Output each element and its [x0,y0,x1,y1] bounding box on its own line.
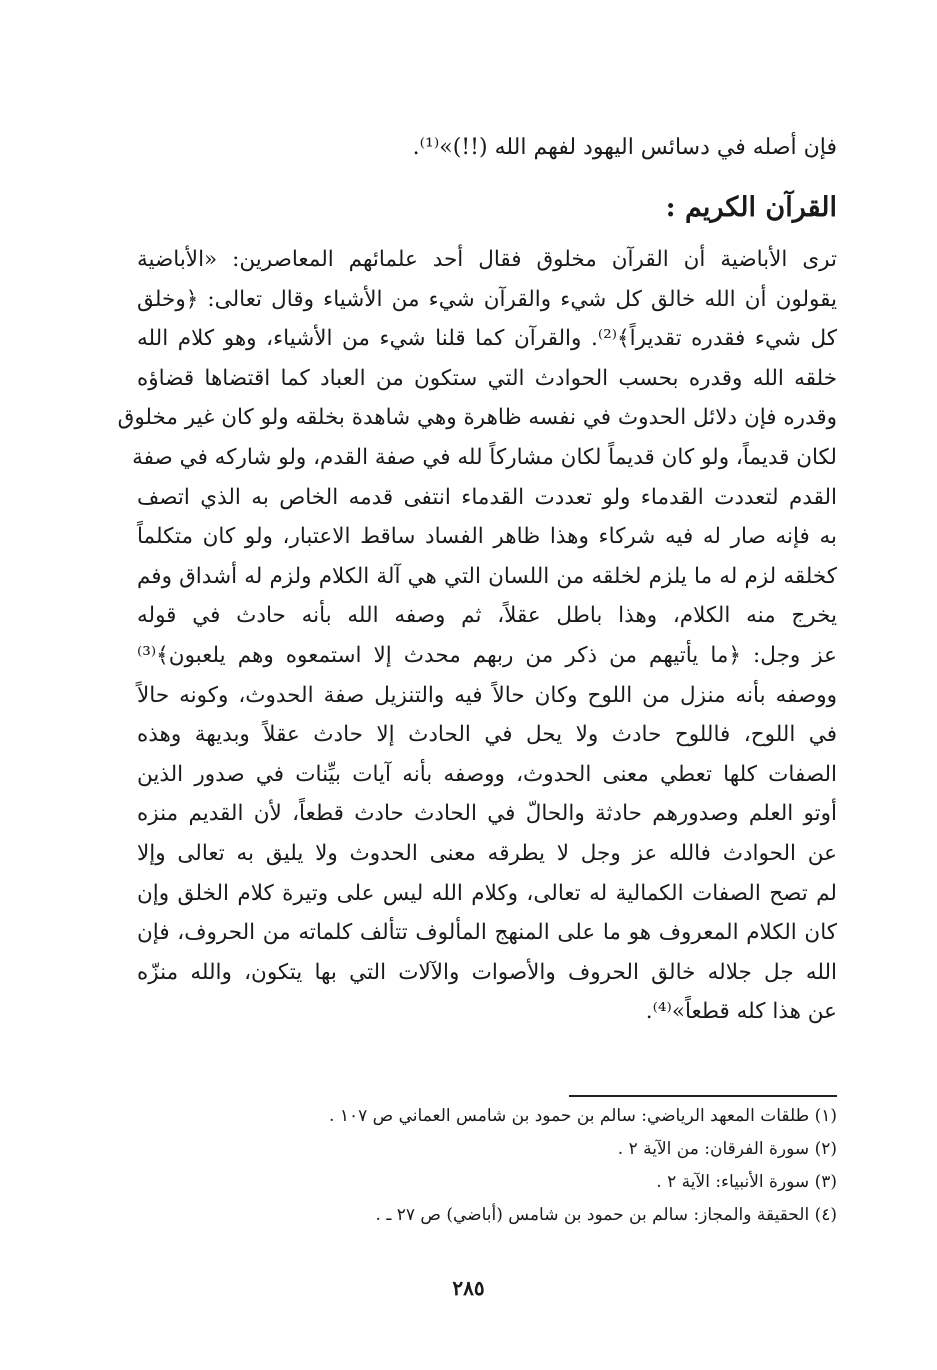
body-line: عن هذا كله قطعاً»⁽⁴⁾. [645,999,837,1025]
body-text [117,240,837,1032]
body-line: كل شيء فقدره تقديراً﴾⁽²⁾. والقرآن كما قلنا شيء من الأشياء، وهو كلام الله [137,326,837,352]
body-line: أوتو العلم وصدورهم حادثة والحالّ في الحادث حادث قطعاً، لأن القديم منزه [137,801,837,827]
opening-line: فإن أصله في دسائس اليهود لفهم الله (!!)»⁽¹⁾. [412,135,837,160]
body-line: يقولون أن الله خالق كل شيء والقرآن شيء من الأشياء وقال تعالى: ﴿وخلق [137,286,837,312]
body-line: كان الكلام المعروف هو ما على المنهج المألوف تتألف كلماته من الحروف، فإن [137,920,837,946]
body-line: ترى الأباضية أن القرآن مخلوق فقال أحد علمائهم المعاصرين: «الأباضية [137,247,837,272]
body-line: عن الحوادث فالله عز وجل لا يطرقه معنى الحدوث ولا يليق به تعالى وإلا [137,840,837,866]
section-heading: القرآن الكريم : [665,192,837,223]
footnote-divider [569,1095,837,1097]
footnote: (٤) الحقيقة والمجاز: سالم بن حمود بن شامس (أباضي) ص ٢٧ ـ . [375,1205,837,1225]
body-line: به فإنه صار له فيه شركاء وهذا ظاهر الفساد ساقط الاعتبار، ولو كان متكلماً [137,524,837,550]
footnote: (١) طلقات المعهد الرياضي: سالم بن حمود بن شامس العماني ص ١٠٧ . [329,1106,837,1126]
body-line: ووصفه بأنه منزل من اللوح وكان حالاً فيه والتنزيل صفة الحدوث، وكونه حالاً [137,682,837,708]
body-line: في اللوح، فاللوح حادث ولا يحل في الحادث إلا حادث عقلاً وبديهة وهذه [137,722,837,748]
body-line: الصفات كلها تعطي معنى الحدوث، ووصفه بأنه آيات بيِّنات في صدور الذين [137,761,837,787]
body-line: يخرج منه الكلام، وهذا باطل عقلاً، ثم وصفه الله بأنه حادث في قوله [137,603,837,629]
body-line: كخلقه لزم له ما يلزم لخلقه من اللسان التي هي آلة الكلام ولزم له أشداق وفم [137,563,837,589]
body-line: خلقه الله وقدره بحسب الحوادث التي ستكون من العباد كما اقتضاها قضاؤه [137,365,837,391]
page-number: ٢٨٥ [452,1276,485,1300]
body-line: وقدره فإن دلائل الحدوث في نفسه ظاهرة وهي شاهدة بخلقه ولو كان غير مخلوق [117,405,837,431]
body-line: لكان قديماً، ولو كان قديماً لكان مشاركاً لله في صفة القدم، ولو شاركه في صفة [132,444,837,470]
body-line: القدم لتعددت القدماء ولو تعددت القدماء انتفى قدمه الخاص به الذي اتصف [137,484,837,510]
body-line: لم تصح الصفات الكمالية له تعالى، وكلام الله ليس على وتيرة كلام الخلق وإن [137,880,837,906]
body-line: الله جل جلاله خالق الحروف والأصوات والآلات التي بها يتكون، والله منزّه [137,959,837,985]
footnote: (٣) سورة الأنبياء: الآية ٢ . [656,1172,837,1192]
body-line: عز وجل: ﴿ما يأتيهم من ذكر من ربهم محدث إلا استمعوه وهم يلعبون﴾⁽³⁾ [137,642,837,668]
footnote: (٢) سورة الفرقان: من الآية ٢ . [617,1139,837,1159]
footnotes [137,1100,837,1232]
